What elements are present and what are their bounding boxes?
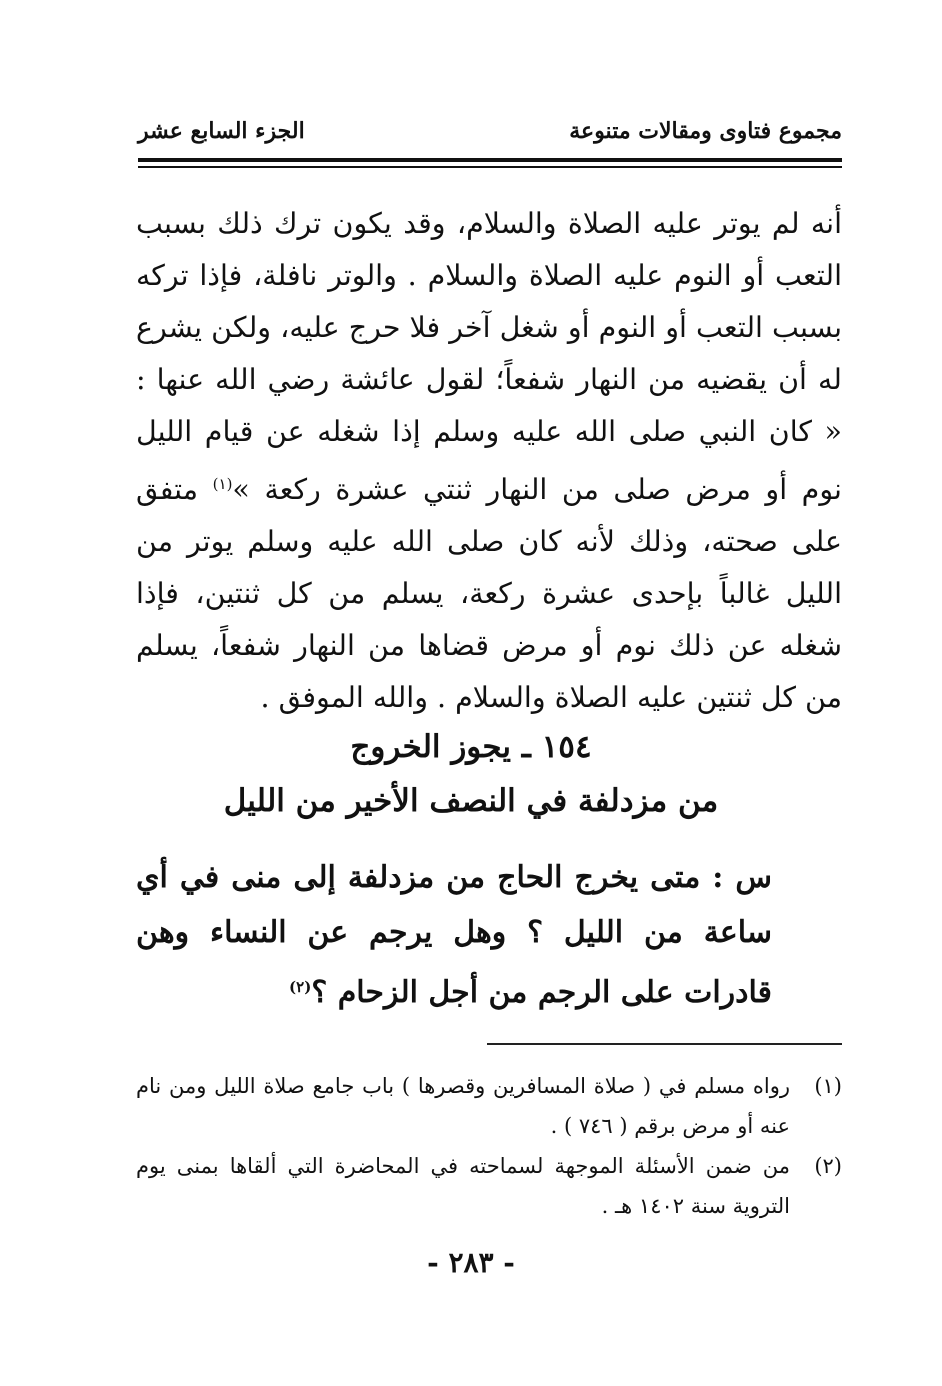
body-text-part-2: متفق على صحته، وذلك لأنه كان صلى الله عليه وسلم يوتر من الليل غالباً بإحدى عشرة ركعة، يسلم من كل ثنتين، فإذا شغله عن ذلك نوم أو مرض قضاها من النهار شفعاً، يسلم من كل ثنتين عليه الصلاة والسلام . والله الموفق . [136, 473, 842, 714]
question-text: متى يخرج الحاج من مزدلفة إلى منى في أي ساعة من الليل ؟ وهل يرجم عن النساء وهن قادرات على الرجم من أجل الزحام ؟ [136, 860, 772, 1010]
header-rule-thin [138, 166, 842, 168]
footnote-separator [487, 1043, 842, 1045]
footnotes [136, 1066, 842, 1226]
page-number: - ٢٨٣ - [427, 1246, 515, 1279]
section-heading [100, 720, 842, 828]
volume-label: الجزء السابع عشر [138, 118, 305, 144]
footnote-2-text: من ضمن الأسئلة الموجهة لسماحته في المحاضرة التي ألقاها بمنى يوم التروية سنة ١٤٠٢ هـ . [136, 1154, 790, 1218]
body-paragraph [136, 198, 842, 724]
question-label: س : [712, 860, 773, 895]
footnote-marker-1[interactable]: (١) [212, 475, 233, 493]
footnote-1-text: رواه مسلم في ( صلاة المسافرين وقصرها ) باب جامع صلاة الليل ومن نام عنه أو مرض برقم ( ٧٤٦ ) . [136, 1074, 790, 1138]
footnote-2 [136, 1146, 842, 1226]
heading-line-1: ١٥٤ ـ يجوز الخروج [350, 729, 592, 765]
book-title: مجموع فتاوى ومقالات متنوعة [569, 118, 842, 144]
footnote-marker-2[interactable]: (٢) [289, 978, 312, 996]
footnote-2-number: (٢) [814, 1154, 842, 1178]
heading-line-2: من مزدلفة في النصف الأخير من الليل [223, 783, 719, 819]
running-header [138, 118, 842, 158]
footnote-1-number: (١) [814, 1074, 842, 1098]
footnote-1 [136, 1066, 842, 1146]
header-rule-thick [138, 158, 842, 162]
body-text-part-1: أنه لم يوتر عليه الصلاة والسلام، وقد يكون ترك ذلك بسبب التعب أو النوم عليه الصلاة والسلام . والوتر نافلة، فإذا تركه بسبب التعب أو النوم أو شغل آخر فلا حرج عليه، ولكن يشرع له أن يقضيه من النهار شفعاً؛ لقول عائشة رضي الله عنها : « كان النبي صلى الله عليه وسلم إذا شغله عن قيام الليل نوم أو مرض صلى من النهار ثنتي عشرة ركعة » [136, 207, 842, 506]
question-block [136, 850, 772, 1020]
